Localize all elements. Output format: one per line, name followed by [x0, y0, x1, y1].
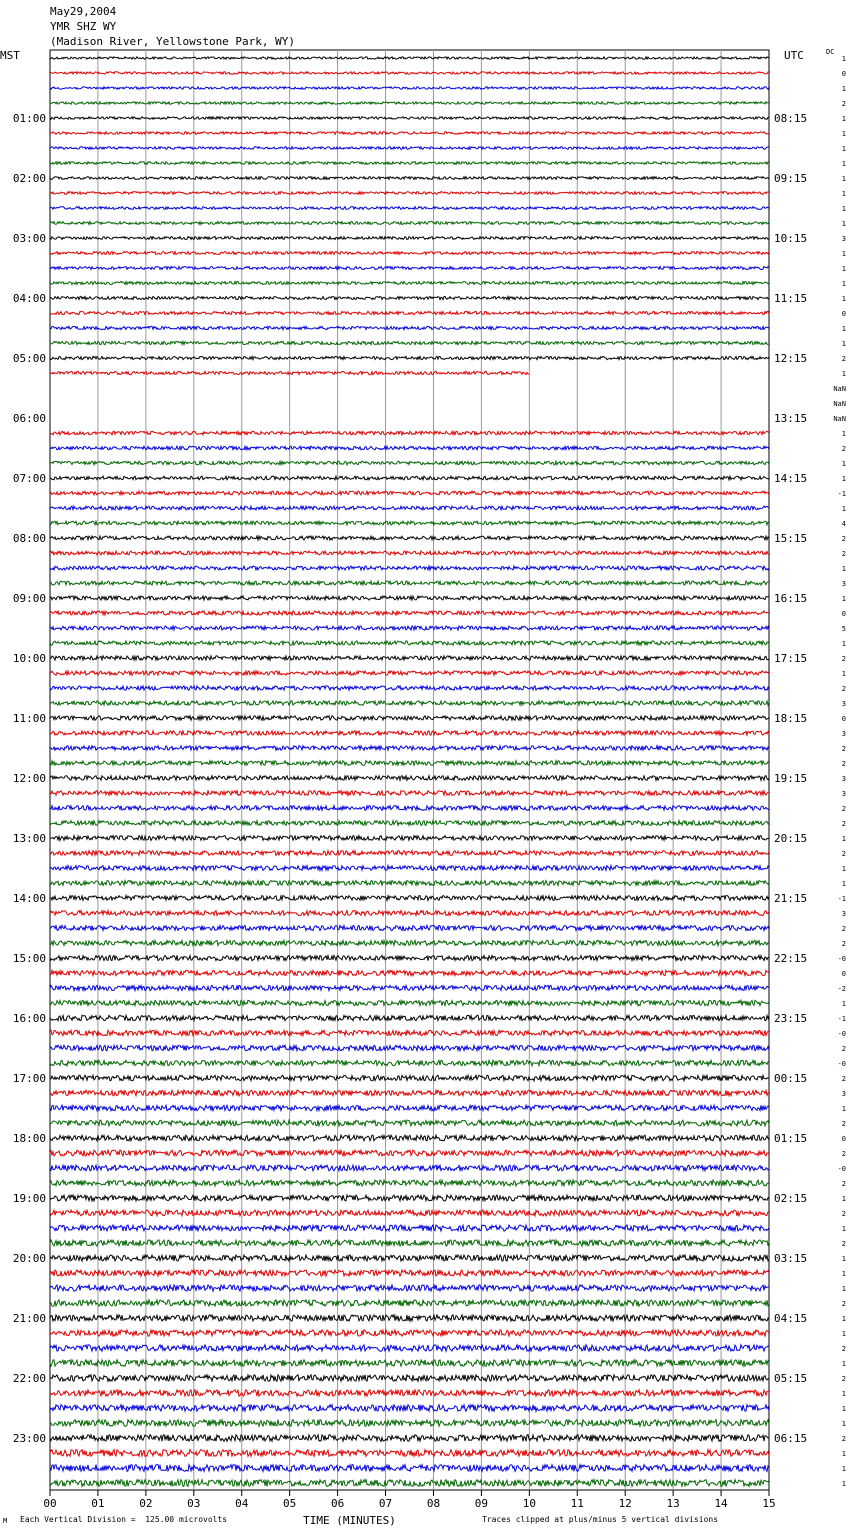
- seismic-trace: [50, 87, 769, 89]
- dc-offset-value: 2: [841, 1300, 846, 1308]
- dc-offset-value: -0: [837, 1030, 846, 1038]
- seismic-trace: [50, 1060, 769, 1065]
- seismic-trace: [50, 1450, 769, 1457]
- dc-offset-value: 1: [841, 325, 846, 333]
- seismic-trace: [50, 970, 769, 975]
- x-tick-label: 12: [618, 1497, 632, 1510]
- dc-offset-value: 2: [841, 1120, 846, 1128]
- dc-offset-value: 2: [841, 1150, 846, 1158]
- mst-hour-label: 15:00: [12, 952, 46, 965]
- dc-offset-value: NaN: [833, 385, 846, 393]
- dc-offset-value: 0: [841, 310, 846, 318]
- dc-offset-value: 2: [841, 685, 846, 693]
- dc-offset-value: 1: [841, 640, 846, 648]
- utc-hour-label: 02:15: [774, 1192, 808, 1205]
- dc-offset-value: -0: [837, 1060, 846, 1068]
- mst-hour-label: 04:00: [12, 292, 46, 305]
- seismic-trace: [50, 955, 769, 960]
- dc-offset-value: 2: [841, 445, 846, 453]
- dc-offset-value: 1: [841, 115, 846, 123]
- dc-offset-value: -1: [837, 1015, 846, 1023]
- dc-offset-value: -2: [837, 985, 846, 993]
- mst-hour-label: 21:00: [12, 1312, 46, 1325]
- dc-offset-value: 2: [841, 1075, 846, 1083]
- dc-offset-value: 2: [841, 100, 846, 108]
- seismic-trace: [50, 596, 769, 600]
- dc-offset-value: 3: [841, 910, 846, 918]
- seismic-trace: [50, 57, 769, 59]
- utc-hour-label: 14:15: [774, 472, 808, 485]
- x-tick-label: 08: [426, 1497, 441, 1510]
- dc-offset-value: 1: [841, 265, 846, 273]
- seismic-trace: [50, 102, 769, 105]
- seismic-trace: [50, 536, 769, 540]
- seismic-trace: [50, 117, 769, 120]
- dc-offset-value: 1: [841, 190, 846, 198]
- x-tick-label: 02: [139, 1497, 153, 1510]
- corner-mark: M: [3, 1517, 8, 1525]
- mst-hour-label: 12:00: [12, 772, 46, 785]
- seismic-trace: [50, 701, 769, 705]
- utc-hour-label: 05:15: [774, 1372, 808, 1385]
- dc-offset-value: 1: [841, 475, 846, 483]
- x-tick-label: 07: [378, 1497, 393, 1510]
- seismic-trace: [50, 611, 769, 615]
- dc-offset-value: 2: [841, 1345, 846, 1353]
- mst-hour-label: 20:00: [12, 1252, 46, 1265]
- dc-offset-value: 2: [841, 1045, 846, 1053]
- seismic-trace: [50, 566, 769, 570]
- seismic-trace: [50, 656, 769, 660]
- dc-offset-value: 2: [841, 745, 846, 753]
- seismic-trace: [50, 1345, 769, 1351]
- dc-offset-value: 5: [841, 625, 846, 633]
- dc-offset-value: 1: [841, 865, 846, 873]
- utc-hour-label: 17:15: [774, 652, 808, 665]
- mst-hour-label: 18:00: [12, 1132, 46, 1145]
- seismic-trace: [50, 1315, 769, 1321]
- utc-hour-label: 13:15: [774, 412, 808, 425]
- seismic-trace: [50, 132, 769, 135]
- dc-offset-value: 1: [841, 1405, 846, 1413]
- seismic-trace: [50, 1240, 769, 1246]
- utc-hour-label: 06:15: [774, 1432, 808, 1445]
- x-tick-label: 05: [283, 1497, 297, 1510]
- x-axis-title: TIME (MINUTES): [303, 1514, 396, 1527]
- dc-offset-value: 1: [841, 130, 846, 138]
- dc-column-label: DC: [826, 48, 835, 56]
- clip-note: Traces clipped at plus/minus 5 vertical divisions: [482, 1515, 719, 1524]
- seismic-trace: [50, 1165, 769, 1171]
- seismic-trace: [50, 1360, 769, 1366]
- dc-offset-value: 1: [841, 880, 846, 888]
- utc-hour-label: 09:15: [774, 172, 808, 185]
- seismic-trace: [50, 686, 769, 690]
- dc-offset-value: 1: [841, 295, 846, 303]
- dc-offset-value: -1: [837, 490, 846, 498]
- dc-offset-value: 2: [841, 1240, 846, 1248]
- seismic-trace: [50, 296, 769, 299]
- dc-offset-value: 1: [841, 1000, 846, 1008]
- dc-offset-value: NaN: [833, 415, 846, 423]
- station-location: (Madison River, Yellowstone Park, WY): [50, 35, 296, 48]
- seismic-trace: [50, 267, 769, 270]
- seismic-trace: [50, 746, 769, 751]
- dc-offset-value: 1: [841, 1285, 846, 1293]
- utc-hour-label: 20:15: [774, 832, 808, 845]
- dc-offset-value: 1: [841, 505, 846, 513]
- dc-offset-value: 2: [841, 925, 846, 933]
- mst-hour-label: 03:00: [12, 232, 46, 245]
- utc-hour-label: 15:15: [774, 532, 808, 545]
- seismic-trace: [50, 1105, 769, 1111]
- dc-offset-value: 1: [841, 1360, 846, 1368]
- seismic-trace: [50, 1075, 769, 1081]
- dc-offset-value: 1: [841, 370, 846, 378]
- seismic-trace: [50, 821, 769, 826]
- mst-hour-label: 17:00: [12, 1072, 46, 1085]
- seismic-trace: [50, 1480, 769, 1487]
- seismic-trace: [50, 147, 769, 150]
- dc-offset-value: 1: [841, 1270, 846, 1278]
- seismic-trace: [50, 1150, 769, 1156]
- seismic-trace: [50, 985, 769, 990]
- x-tick-label: 06: [330, 1497, 345, 1510]
- dc-offset-value: 2: [841, 1435, 846, 1443]
- dc-offset-value: 2: [841, 1375, 846, 1383]
- mst-hour-label: 09:00: [12, 592, 46, 605]
- x-tick-label: 09: [474, 1497, 489, 1510]
- seismic-trace: [50, 506, 769, 510]
- mst-hour-label: 02:00: [12, 172, 46, 185]
- dc-offset-value: 1: [841, 1255, 846, 1263]
- seismic-trace: [50, 1435, 769, 1442]
- dc-offset-value: 1: [841, 160, 846, 168]
- seismic-trace: [50, 1465, 769, 1472]
- dc-offset-value: 0: [841, 70, 846, 78]
- dc-offset-value: 1: [841, 1420, 846, 1428]
- utc-hour-label: 01:15: [774, 1132, 808, 1145]
- seismic-trace: [50, 311, 769, 314]
- seismic-trace: [50, 911, 769, 916]
- dc-offset-value: 1: [841, 835, 846, 843]
- mst-hour-label: 22:00: [12, 1372, 46, 1385]
- seismic-trace: [50, 1180, 769, 1186]
- dc-offset-value: 0: [841, 715, 846, 723]
- dc-offset-value: 2: [841, 655, 846, 663]
- seismic-trace: [50, 1210, 769, 1216]
- dc-offset-value: 1: [841, 55, 846, 63]
- dc-offset-value: 1: [841, 220, 846, 228]
- dc-offset-value: 3: [841, 790, 846, 798]
- seismic-trace: [50, 476, 769, 480]
- dc-offset-value: 3: [841, 700, 846, 708]
- seismic-trace: [50, 326, 769, 329]
- dc-offset-value: 2: [841, 1180, 846, 1188]
- plot-date: May29,2004: [50, 5, 117, 18]
- dc-offset-value: 2: [841, 550, 846, 558]
- dc-offset-value: 1: [841, 1315, 846, 1323]
- dc-offset-value: 1: [841, 280, 846, 288]
- scale-note: Each Vertical Division = 125.00 microvolts: [20, 1515, 228, 1524]
- dc-offset-value: 1: [841, 145, 846, 153]
- mst-hour-label: 13:00: [12, 832, 46, 845]
- dc-offset-value: 3: [841, 235, 846, 243]
- utc-hour-label: 21:15: [774, 892, 808, 905]
- x-tick-label: 03: [187, 1497, 201, 1510]
- dc-offset-value: 1: [841, 85, 846, 93]
- dc-offset-value: 2: [841, 820, 846, 828]
- seismic-trace: [50, 1330, 769, 1336]
- seismic-trace: [50, 162, 769, 165]
- mst-hour-label: 10:00: [12, 652, 46, 665]
- seismic-trace: [50, 72, 769, 74]
- utc-hour-label: 22:15: [774, 952, 808, 965]
- seismic-trace: [50, 896, 769, 901]
- seismic-trace: [50, 1135, 769, 1141]
- seismic-trace: [50, 1225, 769, 1231]
- seismic-trace: [50, 1255, 769, 1261]
- dc-offset-value: 1: [841, 1195, 846, 1203]
- seismic-trace: [50, 341, 769, 344]
- dc-offset-value: 2: [841, 850, 846, 858]
- x-tick-label: 10: [522, 1497, 536, 1510]
- seismic-trace: [50, 1090, 769, 1096]
- mst-hour-label: 07:00: [12, 472, 46, 485]
- seismic-trace: [50, 881, 769, 886]
- dc-offset-value: 1: [841, 460, 846, 468]
- x-tick-label: 11: [570, 1497, 584, 1510]
- seismic-trace: [50, 207, 769, 210]
- seismic-trace: [50, 1015, 769, 1020]
- seismic-trace: [50, 551, 769, 555]
- mst-hour-label: 19:00: [12, 1192, 46, 1205]
- seismic-trace: [50, 192, 769, 195]
- left-timezone-label: MST: [0, 49, 20, 62]
- seismic-trace: [50, 1285, 769, 1291]
- seismic-trace: [50, 1300, 769, 1306]
- mst-hour-label: 23:00: [12, 1432, 46, 1445]
- dc-offset-value: 4: [841, 520, 846, 528]
- seismic-trace: [50, 1000, 769, 1005]
- mst-hour-label: 05:00: [12, 352, 46, 365]
- dc-offset-value: 3: [841, 580, 846, 588]
- utc-hour-label: 03:15: [774, 1252, 808, 1265]
- dc-offset-value: 1: [841, 175, 846, 183]
- dc-offset-value: 2: [841, 1210, 846, 1218]
- seismic-trace: [50, 866, 769, 871]
- dc-offset-value: 1: [841, 1480, 846, 1488]
- seismic-trace: [50, 491, 769, 495]
- seismic-trace: [50, 761, 769, 766]
- seismic-trace: [50, 237, 769, 240]
- utc-hour-label: 11:15: [774, 292, 808, 305]
- seismic-trace: [50, 1405, 769, 1412]
- dc-offset-value: 3: [841, 730, 846, 738]
- dc-offset-value: 1: [841, 565, 846, 573]
- dc-offset-value: 2: [841, 940, 846, 948]
- dc-offset-value: 0: [841, 610, 846, 618]
- dc-offset-value: 1: [841, 1105, 846, 1113]
- seismic-trace: [50, 1045, 769, 1050]
- mst-hour-label: 06:00: [12, 412, 46, 425]
- dc-offset-value: 1: [841, 1465, 846, 1473]
- seismic-trace: [50, 446, 769, 450]
- dc-offset-value: 0: [841, 970, 846, 978]
- mst-hour-label: 14:00: [12, 892, 46, 905]
- utc-hour-label: 16:15: [774, 592, 808, 605]
- seismic-trace: [50, 1120, 769, 1126]
- dc-offset-value: 2: [841, 535, 846, 543]
- dc-offset-value: 2: [841, 355, 846, 363]
- x-tick-label: 13: [666, 1497, 680, 1510]
- seismic-trace: [50, 836, 769, 841]
- dc-offset-value: 1: [841, 1225, 846, 1233]
- x-tick-label: 15: [762, 1497, 776, 1510]
- dc-offset-value: 2: [841, 805, 846, 813]
- seismic-trace: [50, 776, 769, 781]
- seismic-trace: [50, 461, 769, 465]
- seismic-trace: [50, 581, 769, 585]
- seismic-trace: [50, 641, 769, 645]
- dc-offset-value: 1: [841, 1450, 846, 1458]
- mst-hour-label: 08:00: [12, 532, 46, 545]
- dc-offset-value: NaN: [833, 400, 846, 408]
- seismic-trace: [50, 941, 769, 946]
- seismic-trace: [50, 282, 769, 285]
- mst-hour-label: 01:00: [12, 112, 46, 125]
- dc-offset-value: 0: [841, 1135, 846, 1143]
- utc-hour-label: 19:15: [774, 772, 808, 785]
- mst-hour-label: 11:00: [12, 712, 46, 725]
- dc-offset-value: 1: [841, 595, 846, 603]
- seismic-trace: [50, 791, 769, 796]
- utc-hour-label: 10:15: [774, 232, 808, 245]
- dc-offset-value: -0: [837, 1165, 846, 1173]
- dc-offset-value: 2: [841, 760, 846, 768]
- utc-hour-label: 23:15: [774, 1012, 808, 1025]
- seismic-trace: [50, 1375, 769, 1381]
- seismic-trace: [50, 671, 769, 675]
- utc-hour-label: 12:15: [774, 352, 808, 365]
- dc-offset-value: 1: [841, 250, 846, 258]
- dc-offset-value: 3: [841, 1090, 846, 1098]
- dc-offset-value: -0: [837, 955, 846, 963]
- seismic-trace: [50, 222, 769, 225]
- seismic-trace: [50, 716, 769, 720]
- utc-hour-label: 00:15: [774, 1072, 808, 1085]
- right-timezone-label: UTC: [784, 49, 804, 62]
- seismic-trace: [50, 1195, 769, 1201]
- dc-offset-value: 3: [841, 775, 846, 783]
- seismic-trace: [50, 1030, 769, 1035]
- dc-offset-value: 1: [841, 340, 846, 348]
- x-tick-label: 01: [91, 1497, 105, 1510]
- station-code: YMR SHZ WY: [50, 20, 117, 33]
- seismic-trace: [50, 177, 769, 180]
- dc-offset-value: 1: [841, 1330, 846, 1338]
- seismic-trace: [50, 356, 769, 359]
- seismic-trace: [50, 851, 769, 856]
- seismic-trace: [50, 521, 769, 525]
- seismic-trace: [50, 431, 769, 435]
- x-tick-label: 00: [43, 1497, 57, 1510]
- seismic-trace: [50, 926, 769, 931]
- x-tick-label: 14: [714, 1497, 728, 1510]
- utc-hour-label: 08:15: [774, 112, 808, 125]
- utc-hour-label: 18:15: [774, 712, 808, 725]
- dc-offset-value: 1: [841, 205, 846, 213]
- dc-offset-value: 1: [841, 430, 846, 438]
- seismic-trace: [50, 626, 769, 630]
- utc-hour-label: 04:15: [774, 1312, 808, 1325]
- seismic-trace: [50, 731, 769, 735]
- seismic-trace: [50, 1420, 769, 1427]
- seismic-trace: [50, 1270, 769, 1276]
- mst-hour-label: 16:00: [12, 1012, 46, 1025]
- x-tick-label: 04: [235, 1497, 249, 1510]
- dc-offset-value: 1: [841, 1390, 846, 1398]
- dc-offset-value: -1: [837, 895, 846, 903]
- seismic-trace: [50, 252, 769, 255]
- seismic-trace: [50, 1390, 769, 1396]
- dc-offset-value: 1: [841, 670, 846, 678]
- seismic-trace: [50, 806, 769, 811]
